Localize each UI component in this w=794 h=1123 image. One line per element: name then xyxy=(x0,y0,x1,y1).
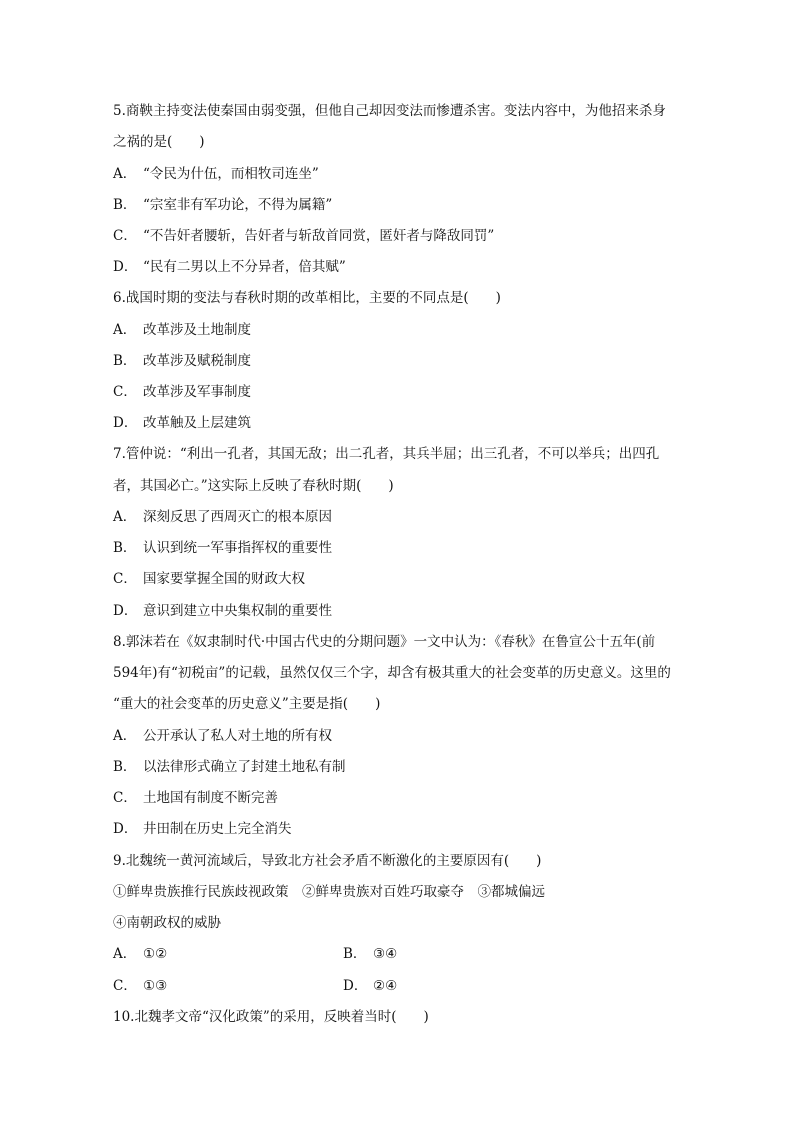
question-7-stem-line-2: 者，其国必亡。”这实际上反映了春秋时期( ) xyxy=(113,478,394,494)
option-letter: B． xyxy=(113,540,137,556)
question-8-stem-line-2: 594年)有“初税亩”的记载，虽然仅仅三个字，却含有极其重大的社会变革的历史意义。这里的 xyxy=(113,665,671,681)
option-letter: B． xyxy=(113,197,137,213)
question-10-stem-line-1: 10.北魏孝文帝“汉化政策”的采用，反映着当时( ) xyxy=(113,1009,429,1025)
option-letter: B． xyxy=(343,946,367,962)
option-text: 认识到统一军事指挥权的重要性 xyxy=(143,540,332,556)
question-6-stem-line-1: 6.战国时期的变法与春秋时期的改革相比，主要的不同点是( ) xyxy=(113,290,501,306)
option-letter: D． xyxy=(113,603,138,619)
option-text: ①② xyxy=(143,946,168,962)
option-letter: A． xyxy=(113,509,137,525)
question-8-option-a xyxy=(113,726,332,746)
question-7-option-a xyxy=(113,507,332,527)
option-text: 井田制在历史上完全消失 xyxy=(143,821,292,837)
option-letter: A． xyxy=(113,728,137,744)
question-8-option-d xyxy=(113,819,292,839)
question-6-option-d xyxy=(113,413,251,433)
question-9-option-b xyxy=(343,944,397,964)
option-letter: B． xyxy=(113,353,137,369)
option-letter: A． xyxy=(113,322,137,338)
question-7-option-d xyxy=(113,601,332,621)
question-5-stem-line-1: 5.商鞅主持变法使秦国由弱变强，但他自己却因变法而惨遭杀害。变法内容中，为他招来杀身 xyxy=(113,103,666,119)
question-6-option-c xyxy=(113,382,251,402)
question-9-option-d xyxy=(343,976,397,996)
option-text: 公开承认了私人对土地的所有权 xyxy=(143,728,332,744)
option-letter: C． xyxy=(113,978,137,994)
question-7-stem-line-1: 7.管仲说：“利出一孔者，其国无敌；出二孔者，其兵半屈；出三孔者，不可以举兵；出四孔 xyxy=(113,446,660,462)
option-text: 改革涉及军事制度 xyxy=(143,384,251,400)
option-text: ③④ xyxy=(373,946,398,962)
option-text: “令民为什伍，而相牧司连坐” xyxy=(143,166,319,182)
question-6-option-a xyxy=(113,320,251,340)
option-text: “宗室非有军功论，不得为属籍” xyxy=(143,197,333,213)
option-letter: D． xyxy=(113,821,138,837)
option-text: 意识到建立中央集权制的重要性 xyxy=(143,603,332,619)
question-9-stem-line-3: ④南朝政权的威胁 xyxy=(113,915,221,931)
question-9-option-a xyxy=(113,944,167,964)
question-7-option-c xyxy=(113,569,305,589)
question-8-stem-line-3: “重大的社会变革的历史意义”主要是指( ) xyxy=(113,696,381,712)
option-text: “民有二男以上不分异者，倍其赋” xyxy=(143,259,346,275)
option-letter: B． xyxy=(113,759,137,775)
option-text: 国家要掌握全国的财政大权 xyxy=(143,571,305,587)
question-8-stem-line-1: 8.郭沫若在《奴隶制时代·中国古代史的分期问题》一文中认为：《春秋》在鲁宣公十五年(前 xyxy=(113,634,656,650)
option-letter: C． xyxy=(113,571,137,587)
option-text: ①③ xyxy=(143,978,168,994)
question-9-stem-line-1: 9.北魏统一黄河流域后，导致北方社会矛盾不断激化的主要原因有( ) xyxy=(113,853,542,869)
option-letter: C． xyxy=(113,384,137,400)
question-5-option-c xyxy=(113,226,494,246)
option-text: 改革涉及土地制度 xyxy=(143,322,251,338)
option-letter: D． xyxy=(113,259,138,275)
question-6-option-b xyxy=(113,351,251,371)
option-letter: D． xyxy=(113,415,138,431)
option-letter: A． xyxy=(113,946,137,962)
option-text: 土地国有制度不断完善 xyxy=(143,790,278,806)
question-7-option-b xyxy=(113,538,332,558)
question-5-option-b xyxy=(113,195,332,215)
question-8-option-c xyxy=(113,788,278,808)
option-text: 改革触及上层建筑 xyxy=(143,415,251,431)
option-letter: C． xyxy=(113,790,137,806)
option-text: “不告奸者腰斩，告奸者与斩敌首同赏，匿奸者与降敌同罚” xyxy=(143,228,495,244)
option-text: 以法律形式确立了封建土地私有制 xyxy=(143,759,346,775)
question-9-stem-line-2: ①鲜卑贵族推行民族歧视政策 ②鲜卑贵族对百姓巧取豪夺 ③都城偏远 xyxy=(113,884,545,900)
option-text: ②④ xyxy=(373,978,398,994)
question-8-option-b xyxy=(113,757,346,777)
option-text: 深刻反思了西周灭亡的根本原因 xyxy=(143,509,332,525)
option-letter: D． xyxy=(343,978,368,994)
question-5-stem-line-2: 之祸的是( ) xyxy=(113,134,205,150)
option-letter: A． xyxy=(113,166,137,182)
question-5-option-d xyxy=(113,257,346,277)
question-9-option-c xyxy=(113,976,167,996)
option-letter: C． xyxy=(113,228,137,244)
question-5-option-a xyxy=(113,164,319,184)
option-text: 改革涉及赋税制度 xyxy=(143,353,251,369)
